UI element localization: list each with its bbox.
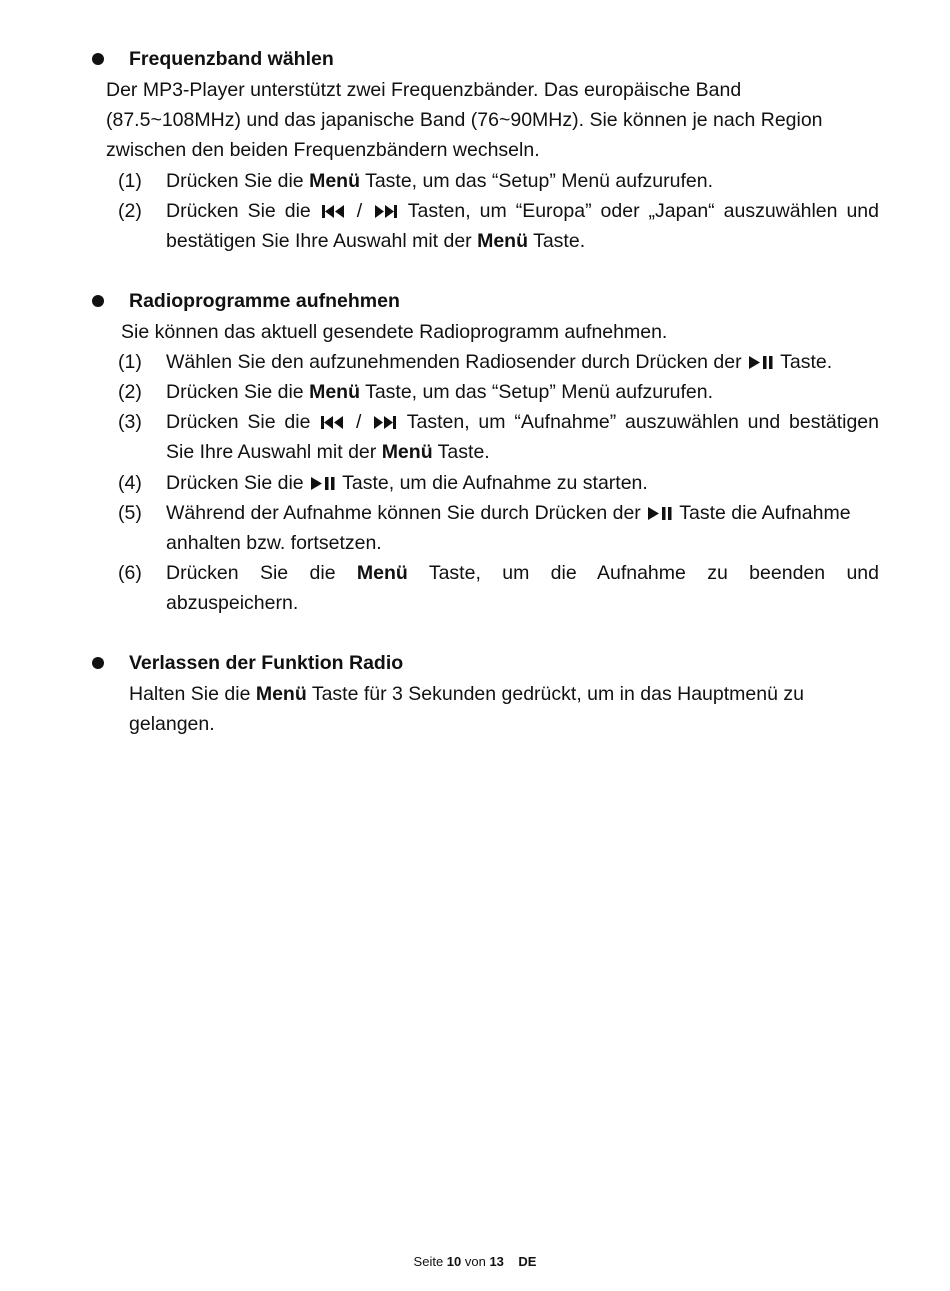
play-pause-icon — [648, 506, 672, 521]
page-number: 10 — [446, 1254, 462, 1269]
step-number: (4) — [118, 472, 142, 494]
intro-line: zwischen den beiden Frequenzbändern wechseln. — [106, 139, 540, 161]
step-number: (2) — [118, 381, 142, 403]
step-number: (5) — [118, 502, 142, 524]
menu-key-label: Menü — [381, 441, 433, 463]
bullet-icon — [92, 295, 104, 307]
menu-key-label: Menü — [309, 381, 360, 403]
language-code: DE — [518, 1254, 537, 1269]
body-line: Halten Sie die Menü Taste für 3 Sekunden gedrückt, um in das Hauptmenü zu — [129, 683, 804, 705]
intro-line: Der MP3-Player unterstützt zwei Frequenzbänder. Das europäische Band — [106, 79, 742, 101]
skip-previous-icon — [322, 204, 346, 219]
body-line: gelangen. — [129, 713, 215, 735]
bullet-icon — [92, 53, 104, 65]
skip-previous-icon — [321, 415, 345, 430]
step-number: (3) — [118, 411, 142, 433]
step-number: (1) — [118, 351, 142, 373]
page-total: 13 — [489, 1254, 504, 1269]
page-footer: Seite 10 von 13 DE — [413, 1254, 537, 1269]
menu-key-label: Menü — [309, 170, 360, 192]
bullet-icon — [92, 657, 104, 669]
play-pause-icon — [311, 476, 335, 491]
menu-key-label: Menü — [477, 230, 529, 252]
menu-key-label: Menü — [356, 562, 408, 584]
skip-next-icon — [373, 204, 397, 219]
section-title: Verlassen der Funktion Radio — [129, 652, 404, 674]
section-title: Frequenzband wählen — [129, 48, 334, 70]
menu-key-label: Menü — [255, 683, 307, 705]
step-number: (2) — [118, 200, 142, 222]
skip-next-icon — [372, 415, 396, 430]
step-number: (6) — [118, 562, 142, 584]
section-title: Radioprogramme aufnehmen — [129, 290, 400, 312]
play-pause-icon — [749, 355, 773, 370]
intro-line: Sie können das aktuell gesendete Radioprogramm aufnehmen. — [121, 321, 668, 343]
intro-line: (87.5~108MHz) und das japanische Band (76~90MHz). Sie können je nach Region — [106, 109, 823, 131]
step-number: (1) — [118, 170, 142, 192]
